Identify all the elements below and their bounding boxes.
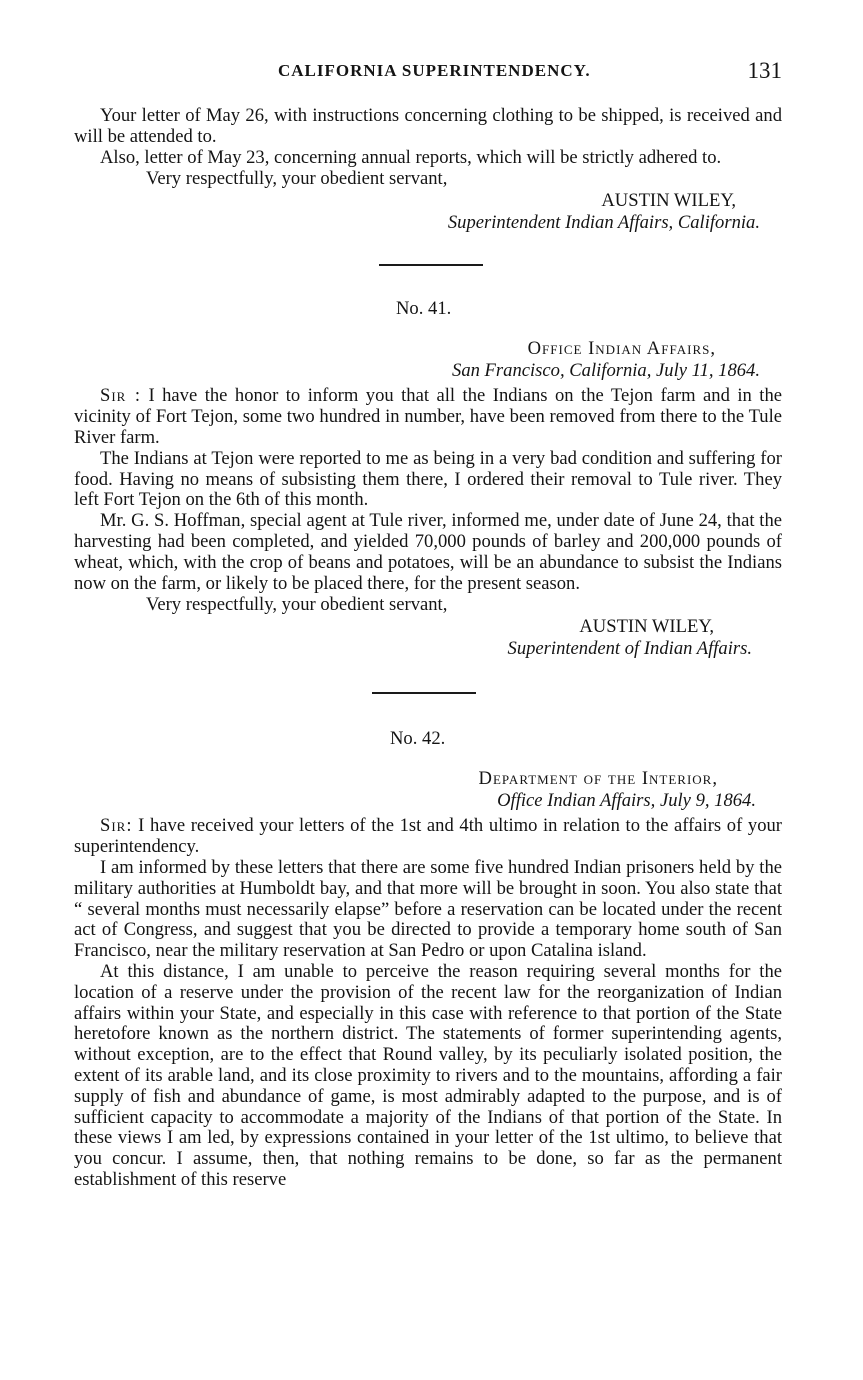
letter-42-department: Department of the Interior, — [478, 768, 718, 790]
letter-41-paragraph-2: The Indians at Tejon were reported to me as being in a very bad condition and suffering for food. Having no means of subsisting them there, I ordered their removal to Tule river. They left Fort Tejon on the 6th of this month. — [74, 447, 782, 511]
letter-42-paragraph-2: I am informed by these letters that there are some five hundred Indian prisoners held by the military authorities at Humboldt bay, and that more will be brought in soon. You also state that “ several months must necessarily elapse” before a reservation can be located under the recent act of Congress, and suggest that you be directed to provide a temporary home south of San Francisco, near the military reservation at San Pedro or upon Catalina island. — [74, 856, 782, 962]
letter-41-paragraph-3: Mr. G. S. Hoffman, special agent at Tule river, informed me, under date of June 24, that the harvesting had been completed, and yielded 70,000 pounds of barley and 200,000 pounds of wheat, which, with the crop of beans and potatoes, will be an abundance to subsist the Indians now on the farm, or likely to be placed there, for the present season. — [74, 510, 782, 594]
letter-41-office: Office Indian Affairs, — [527, 338, 716, 360]
letter-41-number: No. 41. — [396, 298, 452, 320]
letter-41-signature — [74, 616, 782, 660]
document-page — [74, 58, 782, 1191]
letter-41-closing: Very respectfully, your obedient servant, — [146, 594, 448, 616]
letter-42-office-date: Office Indian Affairs, July 9, 1864. — [497, 790, 756, 812]
letter-40 — [74, 106, 782, 234]
letter-40-signature — [74, 190, 782, 234]
letter-41-paragraph-1-text: I have the honor to inform you that all the Indians on the Tejon farm and in the vicinity of Fort Tejon, some two hundred in number, have been removed from there to the Tule River farm. — [74, 385, 782, 448]
letter-41 — [74, 298, 782, 660]
page-number: 131 — [747, 58, 782, 83]
letter-42-number: No. 42. — [390, 728, 446, 750]
letter-42-paragraph-1 — [74, 816, 782, 858]
letter-41-signer-title: Superintendent of Indian Affairs. — [507, 638, 752, 660]
letter-41-heading — [74, 338, 782, 382]
letter-41-salutation: Sir : — [100, 385, 141, 407]
letter-42-paragraph-3: At this distance, I am unable to perceive the reason requiring several months for the location of a reserve under the provision of the recent law for the reorganization of Indian affairs within your State, and especially in this case with reference to that portion of the State heretofore known as the northern district. The statements of former superintending agents, without exception, are to the effect that Round valley, by its peculiarly isolated position, the extent of its arable land, and its close proximity to rivers and to the mountains, affording a fair supply of fish and abundance of game, is most admirably adapted to the purpose, and is of sufficient capacity to accommodate a majority of the Indians of that portion of the State. In these views I am led, by expressions contained in your letter of the 1st ultimo, to believe that you concur. I assume, then, that nothing remains to be done, so far as the permanent establishment of this reserve — [74, 960, 782, 1190]
letter-40-signer-title: Superintendent Indian Affairs, California. — [447, 212, 760, 234]
letter-40-closing: Very respectfully, your obedient servant, — [146, 168, 448, 190]
running-head — [74, 58, 782, 92]
letter-42 — [74, 728, 782, 1190]
section-divider — [379, 264, 483, 266]
letter-41-place-date: San Francisco, California, July 11, 1864. — [452, 360, 760, 382]
section-divider — [372, 692, 476, 694]
letter-42-heading — [74, 768, 782, 812]
letter-42-salutation: Sir: — [100, 815, 133, 837]
running-title: CALIFORNIA SUPERINTENDENCY. — [278, 61, 591, 80]
letter-40-paragraph-2: Also, letter of May 23, concerning annual reports, which will be strictly adhered to. — [100, 146, 722, 168]
letter-40-paragraph-1: Your letter of May 26, with instructions concerning clothing to be shipped, is received and will be attended to. — [74, 105, 782, 147]
letter-41-signer: AUSTIN WILEY, — [579, 616, 714, 638]
letter-42-paragraph-1-text: I have received your letters of the 1st and 4th ultimo in relation to the affairs of your superintendency. — [74, 815, 782, 858]
letter-41-paragraph-1 — [74, 386, 782, 448]
letter-40-signer: AUSTIN WILEY, — [601, 190, 736, 212]
